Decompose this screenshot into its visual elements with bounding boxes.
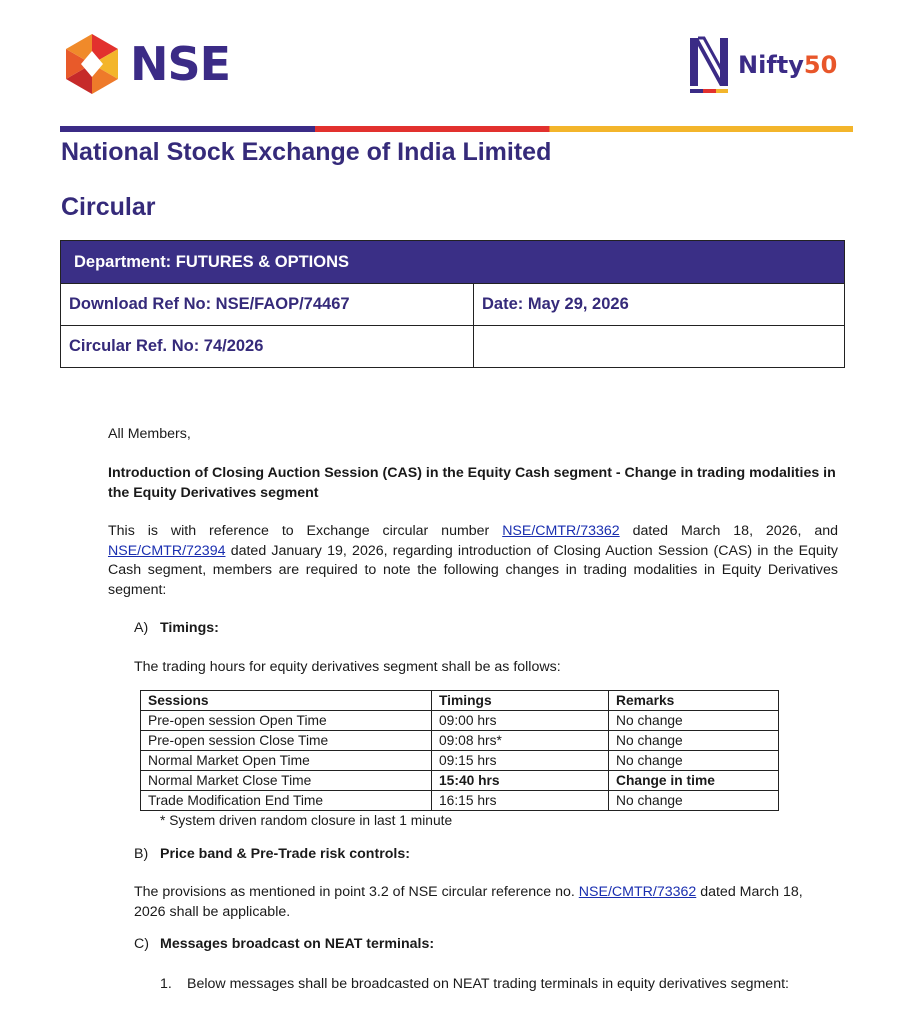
circular-link-73362[interactable]: NSE/CMTR/73362 xyxy=(578,884,697,900)
intro-paragraph: This is with reference to Exchange circular number NSE/CMTR/73362 dated March 18, 2026, and NSE/CMTR/72394 dated January 19, 2026, regarding introduction of Closing Auction Session (CAS) in the Equity Cash segment, members are required to note the following changes in trading modalities in Equity Derivatives segment: xyxy=(108,523,838,598)
color-bar-segment xyxy=(315,126,549,132)
section-a-heading: A) Timings: xyxy=(134,620,219,636)
session-cell: Pre-open session Close Time xyxy=(141,731,432,751)
salutation: All Members, xyxy=(108,426,191,442)
nse-logo xyxy=(62,34,230,94)
nse-logo-text: NSE xyxy=(130,37,231,91)
empty-cell xyxy=(474,326,845,368)
header-color-bar xyxy=(60,126,853,132)
nifty50-logo xyxy=(684,34,837,96)
timings-footnote: * System driven random closure in last 1 minute xyxy=(160,813,453,828)
session-cell: Trade Modification End Time xyxy=(141,791,432,811)
download-ref-cell: Download Ref No: NSE/FAOP/74467 xyxy=(61,284,474,326)
department-cell: Department: FUTURES & OPTIONS xyxy=(61,241,845,284)
date-cell: Date: May 29, 2026 xyxy=(474,284,845,326)
remark-cell: No change xyxy=(609,731,779,751)
circular-ref-cell: Circular Ref. No: 74/2026 xyxy=(61,326,474,368)
reference-table xyxy=(60,240,845,368)
remark-cell: No change xyxy=(609,751,779,771)
session-cell: Normal Market Open Time xyxy=(141,751,432,771)
column-header-sessions: Sessions xyxy=(141,691,432,711)
page-title: National Stock Exchange of India Limited xyxy=(61,138,552,166)
column-header-timings: Timings xyxy=(432,691,609,711)
section-a-lead: The trading hours for equity derivatives segment shall be as follows: xyxy=(134,659,561,675)
timings-table xyxy=(140,690,779,811)
color-bar-segment xyxy=(550,126,853,132)
remark-cell: Change in time xyxy=(609,771,779,791)
nifty-logo-icon xyxy=(684,34,734,96)
column-header-remarks: Remarks xyxy=(609,691,779,711)
session-cell: Normal Market Close Time xyxy=(141,771,432,791)
timing-cell: 15:40 hrs xyxy=(432,771,609,791)
table-row xyxy=(141,751,779,771)
nse-logo-icon xyxy=(62,34,122,94)
remark-cell: No change xyxy=(609,711,779,731)
table-row xyxy=(141,791,779,811)
subject-line: Introduction of Closing Auction Session (CAS) in the Equity Cash segment - Change in trading modalities in the Equity Derivatives segment xyxy=(108,465,836,501)
table-row xyxy=(141,711,779,731)
table-row xyxy=(141,771,779,791)
page-subtitle: Circular xyxy=(61,193,156,221)
section-b-heading: B) Price band & Pre-Trade risk controls: xyxy=(134,846,410,862)
timing-cell: 09:08 hrs* xyxy=(432,731,609,751)
timing-cell: 16:15 hrs xyxy=(432,791,609,811)
session-cell: Pre-open session Open Time xyxy=(141,711,432,731)
remark-cell: No change xyxy=(609,791,779,811)
color-bar-segment xyxy=(60,126,315,132)
nifty-logo-text: Nifty50 xyxy=(738,51,838,79)
circular-link-73362[interactable]: NSE/CMTR/73362 xyxy=(502,523,620,539)
table-row xyxy=(141,731,779,751)
section-b-paragraph: The provisions as mentioned in point 3.2 of NSE circular reference no. NSE/CMTR/73362 dated March 18, 2026 shall be applicable. xyxy=(134,884,803,920)
circular-link-72394[interactable]: NSE/CMTR/72394 xyxy=(108,542,226,559)
timing-cell: 09:15 hrs xyxy=(432,751,609,771)
section-c-item: 1. Below messages shall be broadcasted on NEAT trading terminals in equity derivatives segment: xyxy=(160,976,789,992)
section-c-heading: C) Messages broadcast on NEAT terminals: xyxy=(134,936,435,952)
timing-cell: 09:00 hrs xyxy=(432,711,609,731)
